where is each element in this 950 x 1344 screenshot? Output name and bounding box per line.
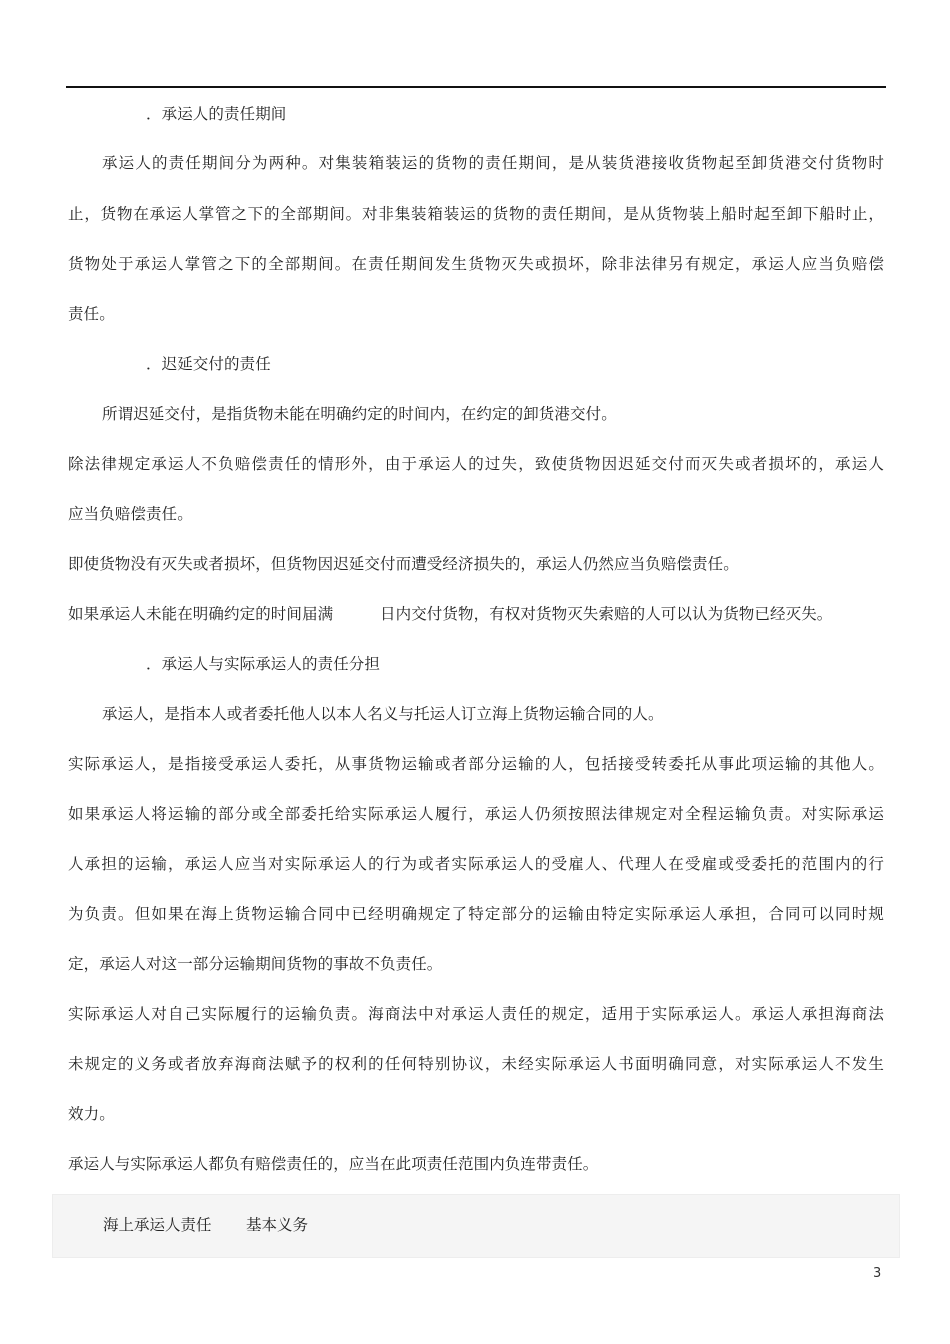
paragraph-line: 定，承运人对这一部分运输期间货物的事故不负责任。	[68, 955, 443, 973]
paragraph-line: 应当负赔偿责任。	[68, 505, 193, 523]
page-number: 3	[873, 1266, 882, 1281]
paragraph-line: 即使货物没有灭失或者损坏，但货物因迟延交付而遭受经济损失的，承运人仍然应当负赔偿责任。	[68, 555, 739, 573]
paragraph-line: 人承担的运输，承运人应当对实际承运人的行为或者实际承运人的受雇人、代理人在受雇或受委托的范围内的行	[68, 855, 884, 873]
keyword-tag: 基本义务	[246, 1216, 309, 1234]
paragraph-line: 所谓迟延交付，是指货物未能在明确约定的时间内，在约定的卸货港交付。	[102, 405, 617, 423]
paragraph-line: 效力。	[68, 1105, 115, 1123]
paragraph-line-part: 日内交付货物，有权对货物灭失索赔的人可以认为货物已经灭失。	[380, 605, 833, 623]
keywords-box	[52, 1194, 900, 1258]
paragraph-line: 承运人的责任期间分为两种。对集装箱装运的货物的责任期间，是从装货港接收货物起至卸货港交付货物时	[102, 154, 884, 172]
paragraph-line: 货物处于承运人掌管之下的全部期间。在责任期间发生货物灭失或损坏，除非法律另有规定，承运人应当负赔偿	[68, 255, 884, 273]
paragraph-line: 如果承运人将运输的部分或全部委托给实际承运人履行，承运人仍须按照法律规定对全程运输负责。对实际承运	[68, 805, 884, 823]
paragraph-line: 实际承运人，是指接受承运人委托，从事货物运输或者部分运输的人，包括接受转委托从事此项运输的其他人。	[68, 755, 884, 773]
paragraph-line: 除法律规定承运人不负赔偿责任的情形外，由于承运人的过失，致使货物因迟延交付而灭失或者损坏的，承运人	[68, 455, 884, 473]
paragraph-line: 止，货物在承运人掌管之下的全部期间。对非集装箱装运的货物的责任期间，是从货物装上船时起至卸下船时止，	[68, 205, 884, 223]
header-rule	[66, 86, 886, 88]
paragraph-line: 未规定的义务或者放弃海商法赋予的权利的任何特别协议，未经实际承运人书面明确同意，对实际承运人不发生	[68, 1055, 884, 1073]
paragraph-line: 承运人，是指本人或者委托他人以本人名义与托运人订立海上货物运输合同的人。	[102, 705, 664, 723]
paragraph-line: 责任。	[68, 305, 115, 323]
section-heading-carrier-liability-period: ．承运人的责任期间	[146, 105, 287, 123]
paragraph-line-part: 如果承运人未能在明确约定的时间届满	[68, 605, 334, 623]
paragraph-line: 承运人与实际承运人都负有赔偿责任的，应当在此项责任范围内负连带责任。	[68, 1155, 599, 1173]
keyword-tag: 海上承运人责任	[103, 1216, 212, 1234]
paragraph-line: 为负责。但如果在海上货物运输合同中已经明确规定了特定部分的运输由特定实际承运人承担，合同可以同时规	[68, 905, 884, 923]
section-heading-liability-sharing: ．承运人与实际承运人的责任分担	[146, 655, 381, 673]
section-heading-late-delivery: ．迟延交付的责任	[146, 355, 271, 373]
paragraph-line: 实际承运人对自己实际履行的运输负责。海商法中对承运人责任的规定，适用于实际承运人。承运人承担海商法	[68, 1005, 884, 1023]
